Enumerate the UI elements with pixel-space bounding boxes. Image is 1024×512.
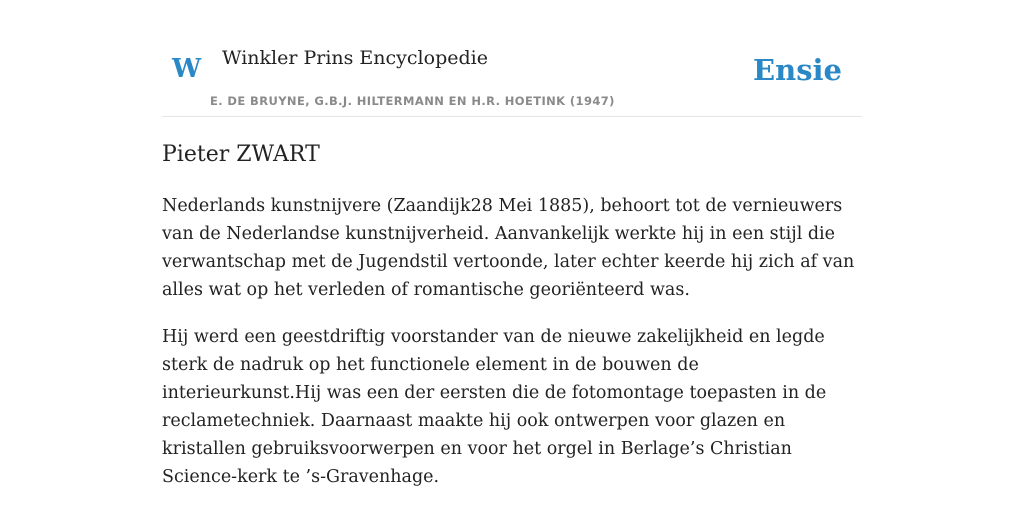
article-title: Pieter ZWART [162,142,320,167]
ensie-logo[interactable]: Ensie [753,53,842,87]
encyclopedia-title[interactable]: Winkler Prins Encyclopedie [222,47,488,69]
page [162,0,862,512]
winkler-prins-logo[interactable]: W [172,54,202,84]
article-body [162,192,862,510]
article-paragraph: Hij werd een geestdriftig voorstander van de nieuwe zakelijkheid en legde sterk de nadruk op het functionele element in de bouwen de interieurkunst.Hij was een der eersten die de fotomontage toepasten in de reclametechniek. Daarnaast maakte hij ook ontwerpen voor glazen en kristallen gebruiksvoorwerpen en voor het orgel in Berlage’s Christian Science-kerk te ’s-Gravenhage. [162,327,827,487]
encyclopedia-header [162,0,862,117]
article-paragraph: Nederlands kunstnijvere (Zaandijk28 Mei 1885), behoort tot de vernieuwers van de Nederlandse kunstnijverheid. Aanvankelijk werkte hij in een stijl die verwantschap met de Jugendstil vertoonde, later echter keerde hij zich af van alles wat op het verleden of romantische georiënteerd was. [162,196,855,300]
encyclopedia-authors: E. DE BRUYNE, G.B.J. HILTERMANN EN H.R. HOETINK (1947) [210,94,615,108]
